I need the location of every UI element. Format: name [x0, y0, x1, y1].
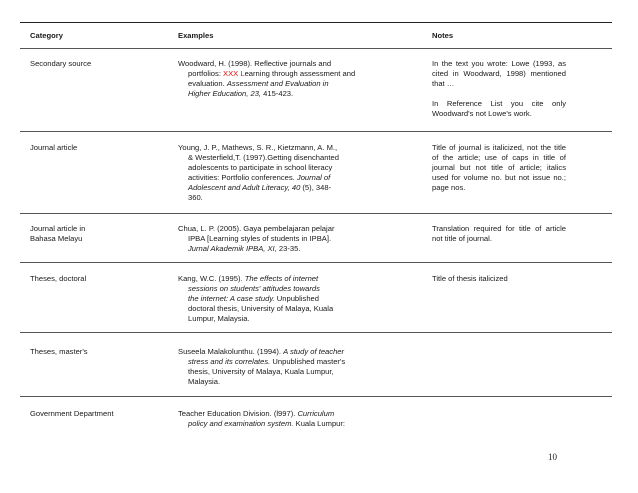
row-category: Secondary source: [30, 59, 92, 68]
row-divider: [20, 131, 612, 132]
table-top-rule: [20, 22, 612, 23]
row-example: Chua, L. P. (2005). Gaya pembelajaran pelajar IPBA [Learning styles of students in IPBA]. Jurnal Akademik IPBA, XI, 23-35.: [178, 224, 335, 253]
row-category: Government Department: [30, 409, 114, 418]
header-examples: Examples: [178, 31, 214, 40]
row-example: Teacher Education Division. (l997). Curriculum policy and examination system. Kuala Lumpur:: [178, 409, 346, 428]
row-category: Journal article in Bahasa Melayu: [30, 224, 86, 243]
row-notes: Translation required for title of article not title of journal.: [432, 224, 566, 243]
header-category: Category: [30, 31, 63, 40]
row-example: Kang, W.C. (1995). The effects of internet sessions on students' attitudes towards the internet: A case study. Unpublished doctoral thesis, University of Malaya, Kuala Lumpur, Malaysia.: [178, 274, 334, 323]
row-example: Suseela Malakolunthu. (1994). A study of teacher stress and its correlates. Unpublished master's thesis, University of Malaya, Kuala Lumpur, Malaysia.: [178, 347, 346, 386]
row-divider: [20, 332, 612, 333]
header-notes: Notes: [432, 31, 454, 40]
page-number: 10: [548, 452, 557, 462]
row-notes: Title of journal is italicized, not the title of the article; use of caps in title of journal but not title of article; italics used for volume no. but not issue no.; page nos.: [432, 143, 566, 192]
row-category: Journal article: [30, 143, 78, 152]
row-divider: [20, 213, 612, 214]
row-notes: Title of thesis italicized: [432, 274, 508, 283]
row-category: Theses, doctoral: [30, 274, 87, 283]
row-category: Theses, master's: [30, 347, 88, 356]
row-example: Young, J. P., Mathews, S. R., Kietzmann, A. M., & Westerfield,T. (1997).Getting disenchanted adolescents to participate in school literacy activities: Portfolio conferences. Journal of Adolescent and Adult Literacy, 40 (5), 348- 360.: [178, 143, 339, 202]
highlighted-text: XXX L: [223, 69, 245, 78]
row-divider: [20, 396, 612, 397]
header-rule: [20, 48, 612, 49]
row-example: Woodward, H. (1998). Reflective journals and portfolios: XXX Learning through assessment and evaluation. Assessment and Evaluation in Higher Education, 23, 415-423.: [178, 59, 356, 98]
row-divider: [20, 262, 612, 263]
row-notes: In the text you wrote: Lowe (1993, as cited in Woodward, 1998) mentioned that … In Reference List you cite only Woodward's not Lowe's work.: [432, 59, 566, 118]
